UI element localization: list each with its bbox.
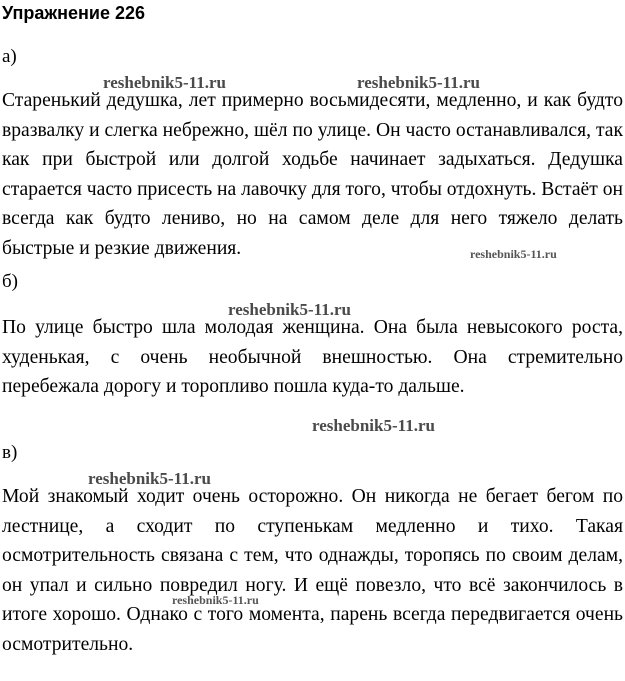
- section-b-label: б): [2, 271, 18, 292]
- section-b-text: По улице быстро шла молодая женщина. Она была невысокого роста, худенькая, с очень необычной внешностью. Она стремительно перебежала дорогу и торопливо пошла куда-то дальше.: [2, 317, 623, 398]
- exercise-title: Упражнение 226: [2, 3, 146, 23]
- watermark: reshebnik5-11.ru: [88, 469, 211, 488]
- section-a-label: а): [2, 46, 17, 67]
- section-c-label: в): [2, 442, 18, 463]
- section-a-text: Старенький дедушка, лет примерно восьмидесяти, медленно, и как будто вразвалку и слегка небрежно, шёл по улице. Он часто останавливался, так как при быстрой или долгой ходьбе начинает задыхаться. Дедушка старается часто присесть на лавочку для того, чтобы отдохнуть. Встаёт он всегда как будто лениво, но на самом деле для него тяжело делать быстрые и резкие движения.: [2, 90, 623, 259]
- section-c-text: Мой знакомый ходит очень осторожно. Он никогда не бегает бегом по лестнице, а сходит по ступенькам медленно и тихо. Такая осмотрительность связана с тем, что однажды, торопясь по своим делам, он упал и сильно повредил ногу. И ещё повезло, что всё закончилось в итоге хорошо. Однако с того момента, парень всегда передвигается очень осмотрительно.: [2, 486, 623, 655]
- watermark: reshebnik5-11.ru: [103, 73, 226, 92]
- watermark: reshebnik5-11.ru: [312, 416, 435, 435]
- watermark: reshebnik5-11.ru: [470, 247, 557, 261]
- watermark: reshebnik5-11.ru: [172, 593, 259, 607]
- watermark: reshebnik5-11.ru: [228, 300, 351, 319]
- watermark: reshebnik5-11.ru: [357, 73, 480, 92]
